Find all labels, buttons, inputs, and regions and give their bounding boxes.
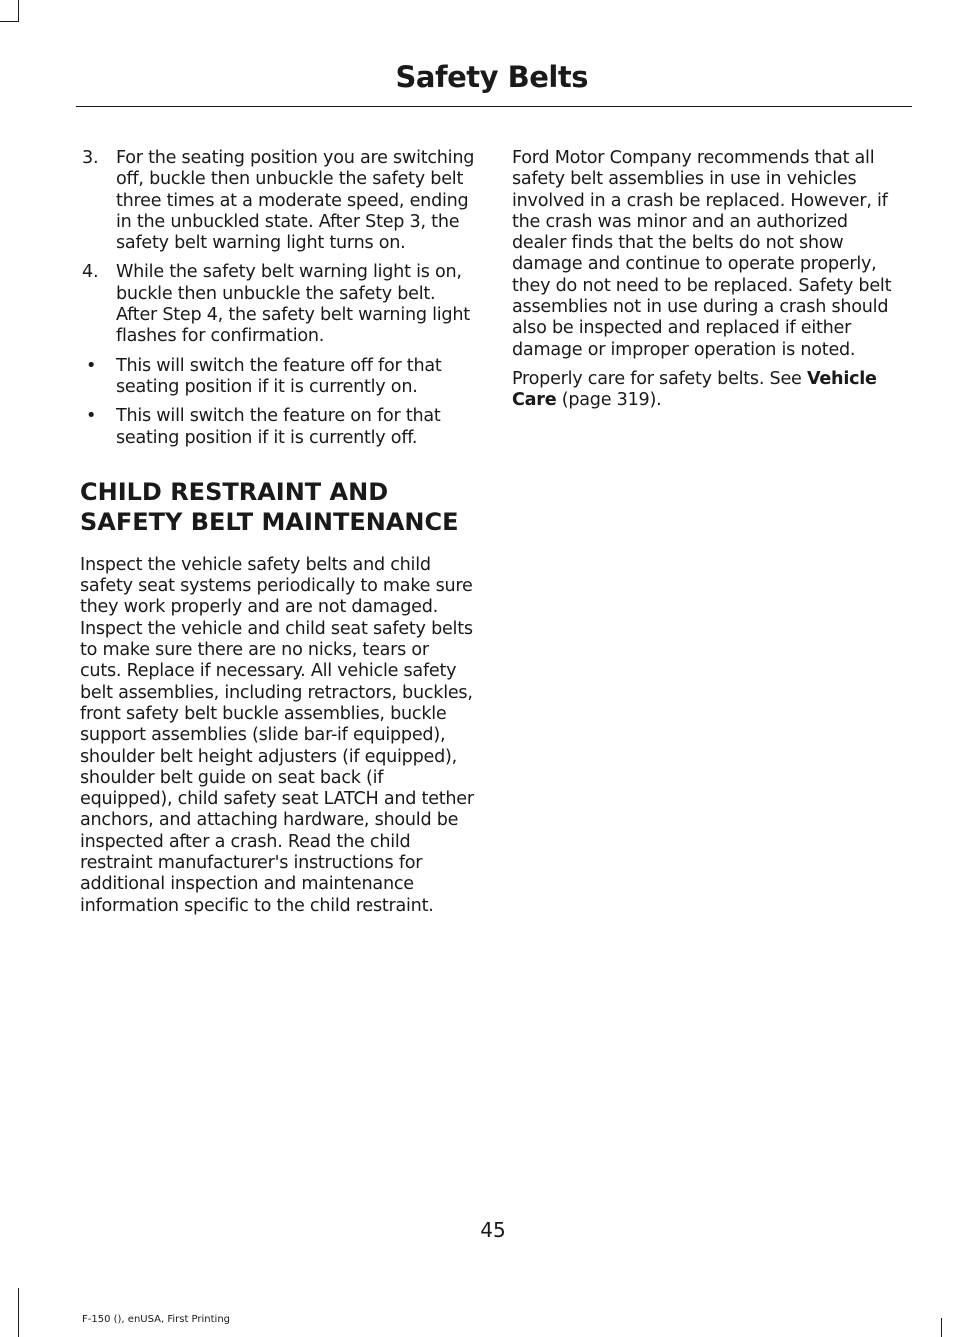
bullet-text: This will switch the feature off for that seating position if it is currently on. (116, 355, 442, 397)
header-rule (76, 106, 912, 107)
section-heading (80, 477, 475, 537)
bullet-text: This will switch the feature on for that seating position if it is currently off. (116, 406, 441, 448)
step-number: 4. (82, 262, 99, 283)
bullet-marker: • (86, 355, 97, 376)
list-item-step-3 (80, 148, 475, 254)
maintenance-paragraph: Inspect the vehicle safety belts and child safety seat systems periodically to make sure they work properly and are not damaged. Inspect the vehicle and child seat safety belts to make sure there are no nicks, tears or cuts. Replace if necessary. All vehicle safety belt assemblies, including retractors, buckles, front safety belt buckle assemblies, buckle support assemblies (slide bar-if equipped), shoulder belt height adjusters (if equipped), shoulder belt guide on seat back (if equipped), child safety seat LATCH and tether anchors, and attaching hardware, should be inspected after a crash. Read the child restraint manufacturer's instructions for additional inspection and maintenance information specific to the child restraint. (80, 554, 474, 916)
step-text: For the seating position you are switching off, buckle then unbuckle the safety belt three times at a moderate speed, ending in the unbuckled state. After Step 3, the safety belt warning light turns on. (116, 148, 475, 254)
section-heading-line-1: CHILD RESTRAINT AND (80, 477, 389, 506)
section-heading-line-2: SAFETY BELT MAINTENANCE (80, 507, 459, 536)
care-suffix: (page 319). (556, 390, 662, 411)
list-item-bullet-off (80, 356, 475, 399)
ford-recommendation-paragraph: Ford Motor Company recommends that all safety belt assemblies in use in vehicles involved in a crash be replaced. However, if the crash was minor and an authorized dealer finds that the belts do not show damage and continue to operate properly, they do not need to be replaced. Safety belt assemblies not in use during a crash should also be inspected and replaced if either damage or improper operation is noted. (512, 148, 892, 360)
list-item-bullet-on (80, 406, 475, 449)
care-prefix: Properly care for safety belts. See (512, 368, 807, 389)
step-text: While the safety belt warning light is on, buckle then unbuckle the safety belt. After Step 4, the safety belt warning light flashes for confirmation. (116, 262, 470, 347)
care-paragraph (512, 369, 907, 412)
page-number: 45 (480, 1218, 506, 1242)
step-number: 3. (82, 148, 99, 168)
list-item-step-4 (80, 262, 475, 347)
page-header-title: Safety Belts (395, 60, 588, 94)
footer-print-info: F-150 (), enUSA, First Printing (82, 1314, 231, 1325)
left-column (80, 148, 475, 925)
crop-mark-bottom-left (18, 1288, 19, 1337)
bullet-marker: • (86, 406, 97, 427)
crop-mark-top-left-h (0, 21, 19, 22)
right-column (512, 148, 907, 420)
crop-mark-top-left (18, 0, 19, 22)
vehicle-care-link[interactable]: Vehicle Care (512, 368, 877, 411)
crop-mark-bottom-right (941, 1318, 942, 1337)
